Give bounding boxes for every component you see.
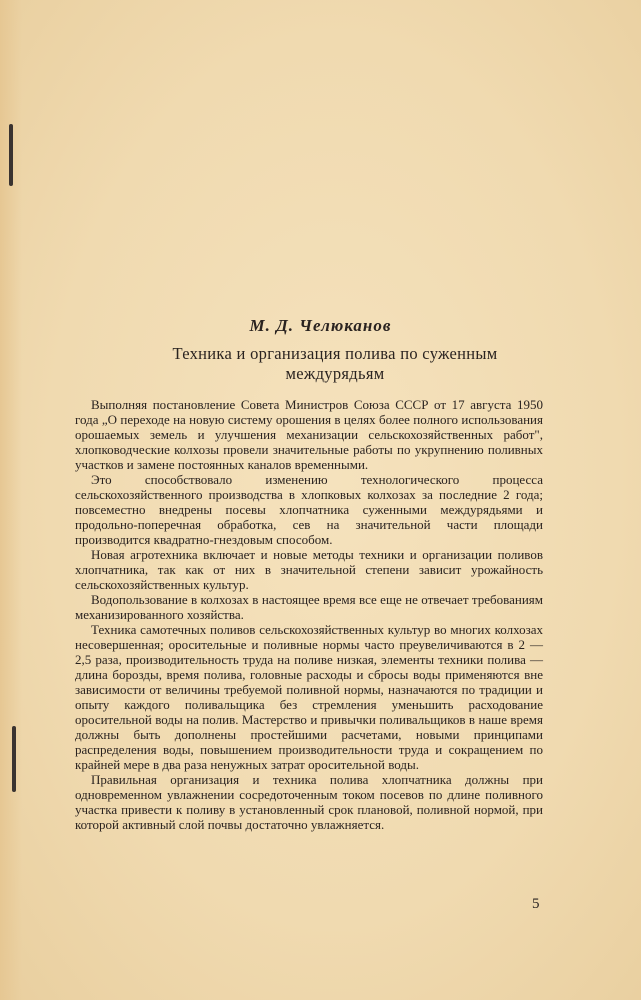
paragraph-4: Водопользование в колхозах в настоящее время все еще не отвечает требованиям механизированного хозяйства. — [75, 592, 543, 622]
paragraph-5: Техника самотечных поливов сельскохозяйственных культур во многих колхозах несовершенная; оросительные и поливные нормы часто преувеличиваются в 2 — 2,5 раза, производительность труда на поливе низкая, элементы техники полива — длина борозды, время полива, головные расходы и сбросы воды применяются вне зависимости от величины требуемой поливной нормы, назначаются по традиции и опыту каждого поливальщика без стремления уменьшить расходование оросительной воды на полив. Мастерство и привычки поливальщиков в наше время должны быть дополнены простейшими расчетами, новыми принципами распределения воды, повышением производительности труда и сокращением по крайней мере в два раза ненужных затрат оросительной воды. — [75, 622, 543, 772]
article-title — [100, 344, 570, 384]
article-body — [75, 397, 543, 832]
paragraph-1: Выполняя постановление Совета Министров Союза СССР от 17 августа 1950 года „О переходе на новую систему орошения в целях более полного использования орошаемых земель и улучшения механизации сельскохозяйственных работ", хлопководческие колхозы провели значительные работы по укрупнению поливных участков и замене постоянных каналов временными. — [75, 397, 543, 472]
paragraph-6: Правильная организация и техника полива хлопчатника должны при одновременном увлажнении сосредоточенным током посевов по длине поливного участка привести к поливу в установленный срок плановой, поливной нормой, при которой активный слой почвы достаточно увлажняется. — [75, 772, 543, 832]
article-author: М. Д. Челюканов — [249, 316, 392, 335]
paragraph-3: Новая агротехника включает и новые методы техники и организации поливов хлопчатника, так как от них в значительной степени зависит урожайность сельскохозяйственных культур. — [75, 547, 543, 592]
paragraph-2: Это способствовало изменению технологического процесса сельскохозяйственного производства в хлопковых колхозах за последние 2 года; повсеместно внедрены посевы хлопчатника суженными междурядьями и продольно-поперечная обработка, сев на значительной части площади производится квадратно-гнездовым способом. — [75, 472, 543, 547]
article-title-line-2: междурядьям — [285, 364, 385, 383]
staple-mark-bottom — [12, 726, 16, 792]
page-number: 5 — [532, 896, 540, 912]
staple-mark-top — [9, 124, 13, 186]
article-title-line-1: Техника и организация полива по суженным — [172, 344, 498, 363]
